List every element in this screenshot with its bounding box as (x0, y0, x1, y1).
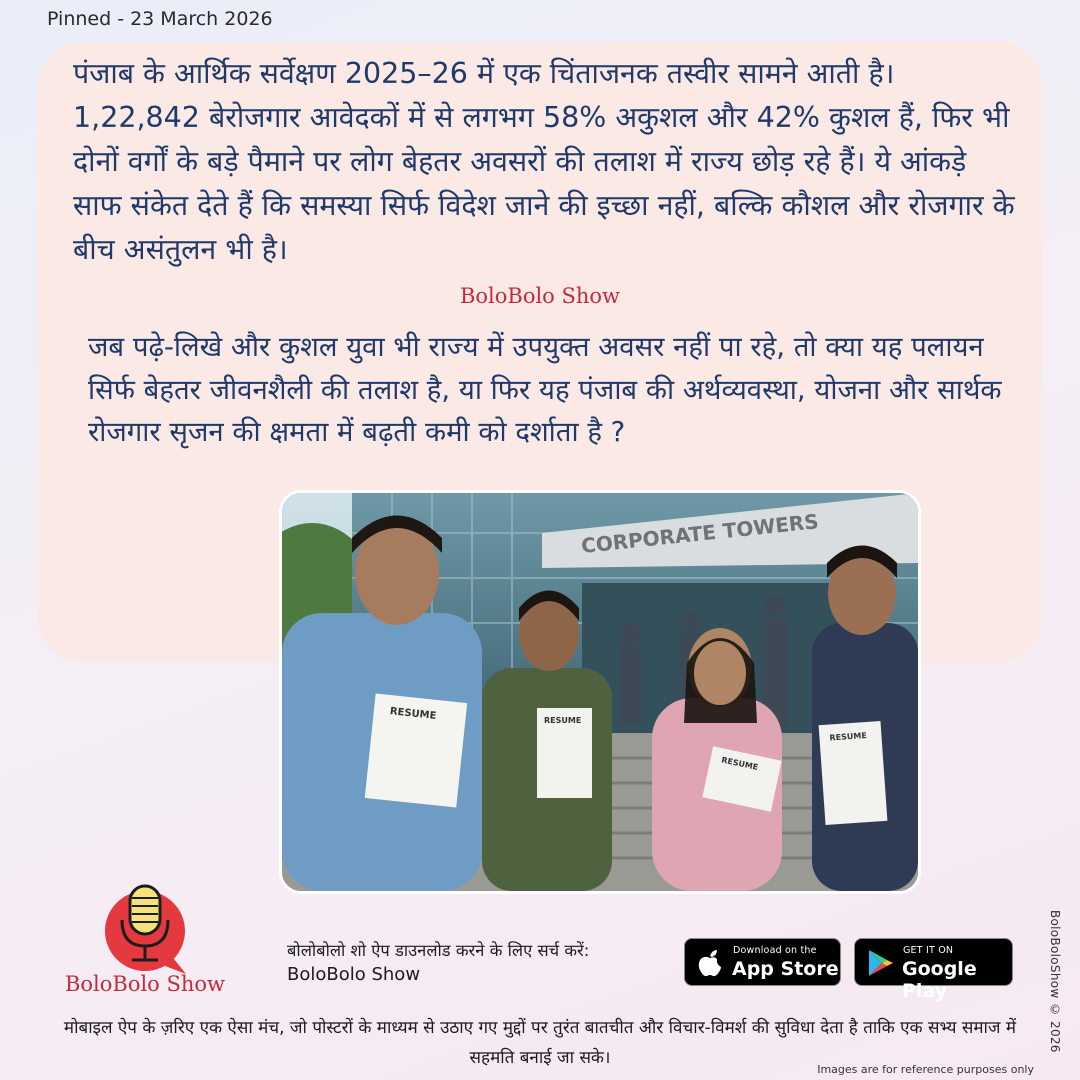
google-play-button[interactable] (854, 938, 1013, 1002)
download-app-name: BoloBolo Show (287, 964, 421, 985)
resume-label-2: RESUME (544, 716, 582, 725)
app-store-big-text: App Store (732, 958, 839, 980)
pinned-date: Pinned - 23 March 2026 (47, 8, 273, 30)
app-store-small-text: Download on the (733, 945, 817, 956)
apple-icon (697, 949, 723, 977)
play-icon (865, 948, 895, 978)
app-store-button[interactable] (684, 938, 841, 986)
download-instruction: बोलोबोलो शो ऐप डाउनलोड करने के लिए सर्च करें: (287, 941, 590, 960)
google-play-small-text: GET IT ON (903, 945, 954, 956)
post-photo (279, 490, 921, 894)
copyright-vertical: BoloBoloShow © 2026 (1048, 910, 1062, 1053)
resume-label-4: RESUME (829, 730, 868, 743)
resume-label-1: RESUME (389, 706, 437, 722)
microphone-icon (60, 876, 230, 976)
post-paragraph-2: जब पढ़े-लिखे और कुशल युवा भी राज्य में उपयुक्त अवसर नहीं पा रहे, तो क्या यह पलायन सिर्फ बेहतर जीवनशैली की तलाश है, या फिर यह पंजाब की अर्थव्यवस्था, योजना और सार्थक रोजगार सृजन की क्षमता में बढ़ती कमी को दर्शाता है ? (88, 331, 1002, 448)
building-sign: CORPORATE TOWERS (580, 509, 820, 558)
brand-watermark: BoloBolo Show (459, 284, 621, 308)
logo-text: BoloBolo Show (64, 972, 226, 996)
google-play-big-text: Google Play (902, 958, 977, 1002)
post-paragraph-1: पंजाब के आर्थिक सर्वेक्षण 2025–26 में एक चिंताजनक तस्वीर सामने आती है। 1,22,842 बेरोजगार आवेदकों में से लगभग 58% अकुशल और 42% कुशल हैं, फिर भी दोनों वर्गों के बड़े पैमाने पर लोग बेहतर अवसरों की तलाश में राज्य छोड़ रहे हैं। ये आंकड़े साफ संकेत देते हैं कि समस्या सिर्फ विदेश जाने की इच्छा नहीं, बल्कि कौशल और रोजगार के बीच असंतुलन भी है। (73, 57, 1015, 266)
footer-description: मोबाइल ऐप के ज़रिए एक ऐसा मंच, जो पोस्टरों के माध्यम से उठाए गए मुद्दों पर तुरंत बातचीत और विचार-विमर्श की सुविधा देता है ताकि एक सभ्य समाज में सहमति बनाई जा सके। (63, 1018, 1017, 1068)
resume-label-3: RESUME (720, 755, 759, 772)
image-disclaimer: Images are for reference purposes only (817, 1063, 1034, 1076)
